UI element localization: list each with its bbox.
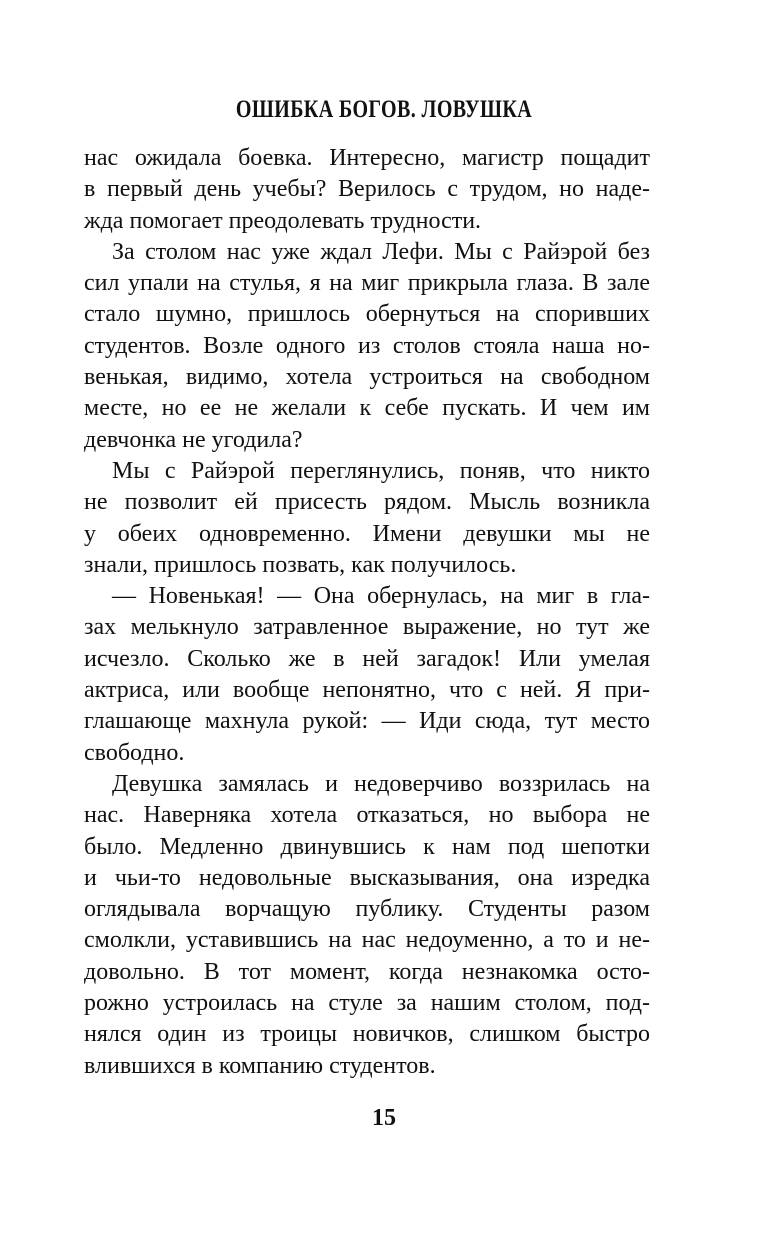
paragraph (84, 581, 650, 769)
text-line: оглядывала ворчащую публику. Студенты разом (84, 896, 650, 923)
running-title: ОШИБКА БОГОВ. ЛОВУШКА (235, 96, 533, 123)
text-line: девчонка не угодила? (84, 426, 303, 453)
text-line: в первый день учебы? Верилось с трудом, но наде- (84, 176, 650, 203)
text-line: исчезло. Сколько же в ней загадок! Или умелая (84, 645, 650, 672)
page-number: 15 (372, 1105, 396, 1131)
text-line: месте, но ее не желали к себе пускать. И чем им (84, 395, 650, 422)
text-line: актриса, или вообще непонятно, что с ней. Я при- (84, 677, 650, 704)
text-line: За столом нас уже ждал Лефи. Мы с Райэрой без (112, 238, 650, 265)
text-line: стало шумно, пришлось обернуться на споривших (84, 301, 650, 328)
text-line: не позволит ей присесть рядом. Мысль возникла (84, 489, 650, 516)
text-line: нялся один из троицы новичков, слишком быстро (84, 1021, 650, 1048)
text-line: нас ожидала боевка. Интересно, магистр пощадит (84, 145, 650, 171)
paragraph (84, 237, 650, 456)
text-line: нас. Наверняка хотела отказаться, но выбора не (84, 802, 650, 829)
text-line: глашающе махнула рукой: — Иди сюда, тут место (84, 708, 650, 735)
text-line: студентов. Возле одного из столов стояла наша но- (84, 332, 650, 359)
text-line: — Новенькая! — Она обернулась, на миг в гла- (112, 583, 650, 610)
text-line: влившихся в компанию студентов. (84, 1052, 436, 1079)
text-line: смолкли, уставившись на нас недоуменно, а то и не- (84, 927, 650, 954)
text-line: сил упали на стулья, я на миг прикрыла глаза. В зале (84, 270, 650, 297)
text-line: Девушка замялась и недоверчиво воззрилась на (112, 770, 650, 797)
text-line: свободно. (84, 739, 185, 766)
text-line: венькая, видимо, хотела устроиться на свободном (84, 364, 650, 391)
text-line: было. Медленно двинувшись к нам под шепотки (84, 833, 650, 860)
text-line: рожно устроилась на стуле за нашим столом, под- (84, 990, 650, 1017)
paragraph (84, 143, 650, 237)
text-line: зах мелькнуло затравленное выражение, но тут же (84, 614, 650, 641)
text-line: Мы с Райэрой переглянулись, поняв, что никто (112, 457, 650, 484)
paragraph (84, 456, 650, 581)
text-line: и чьи-то недовольные высказывания, она изредка (84, 864, 650, 891)
text-line: знали, пришлось позвать, как получилось. (84, 551, 517, 578)
text-line: жда помогает преодолевать трудности. (84, 207, 482, 234)
text-line: у обеих одновременно. Имени девушки мы не (84, 520, 650, 547)
paragraph (84, 769, 650, 1082)
body-text (84, 143, 650, 1082)
text-line: довольно. В тот момент, когда незнакомка осто- (84, 958, 650, 985)
